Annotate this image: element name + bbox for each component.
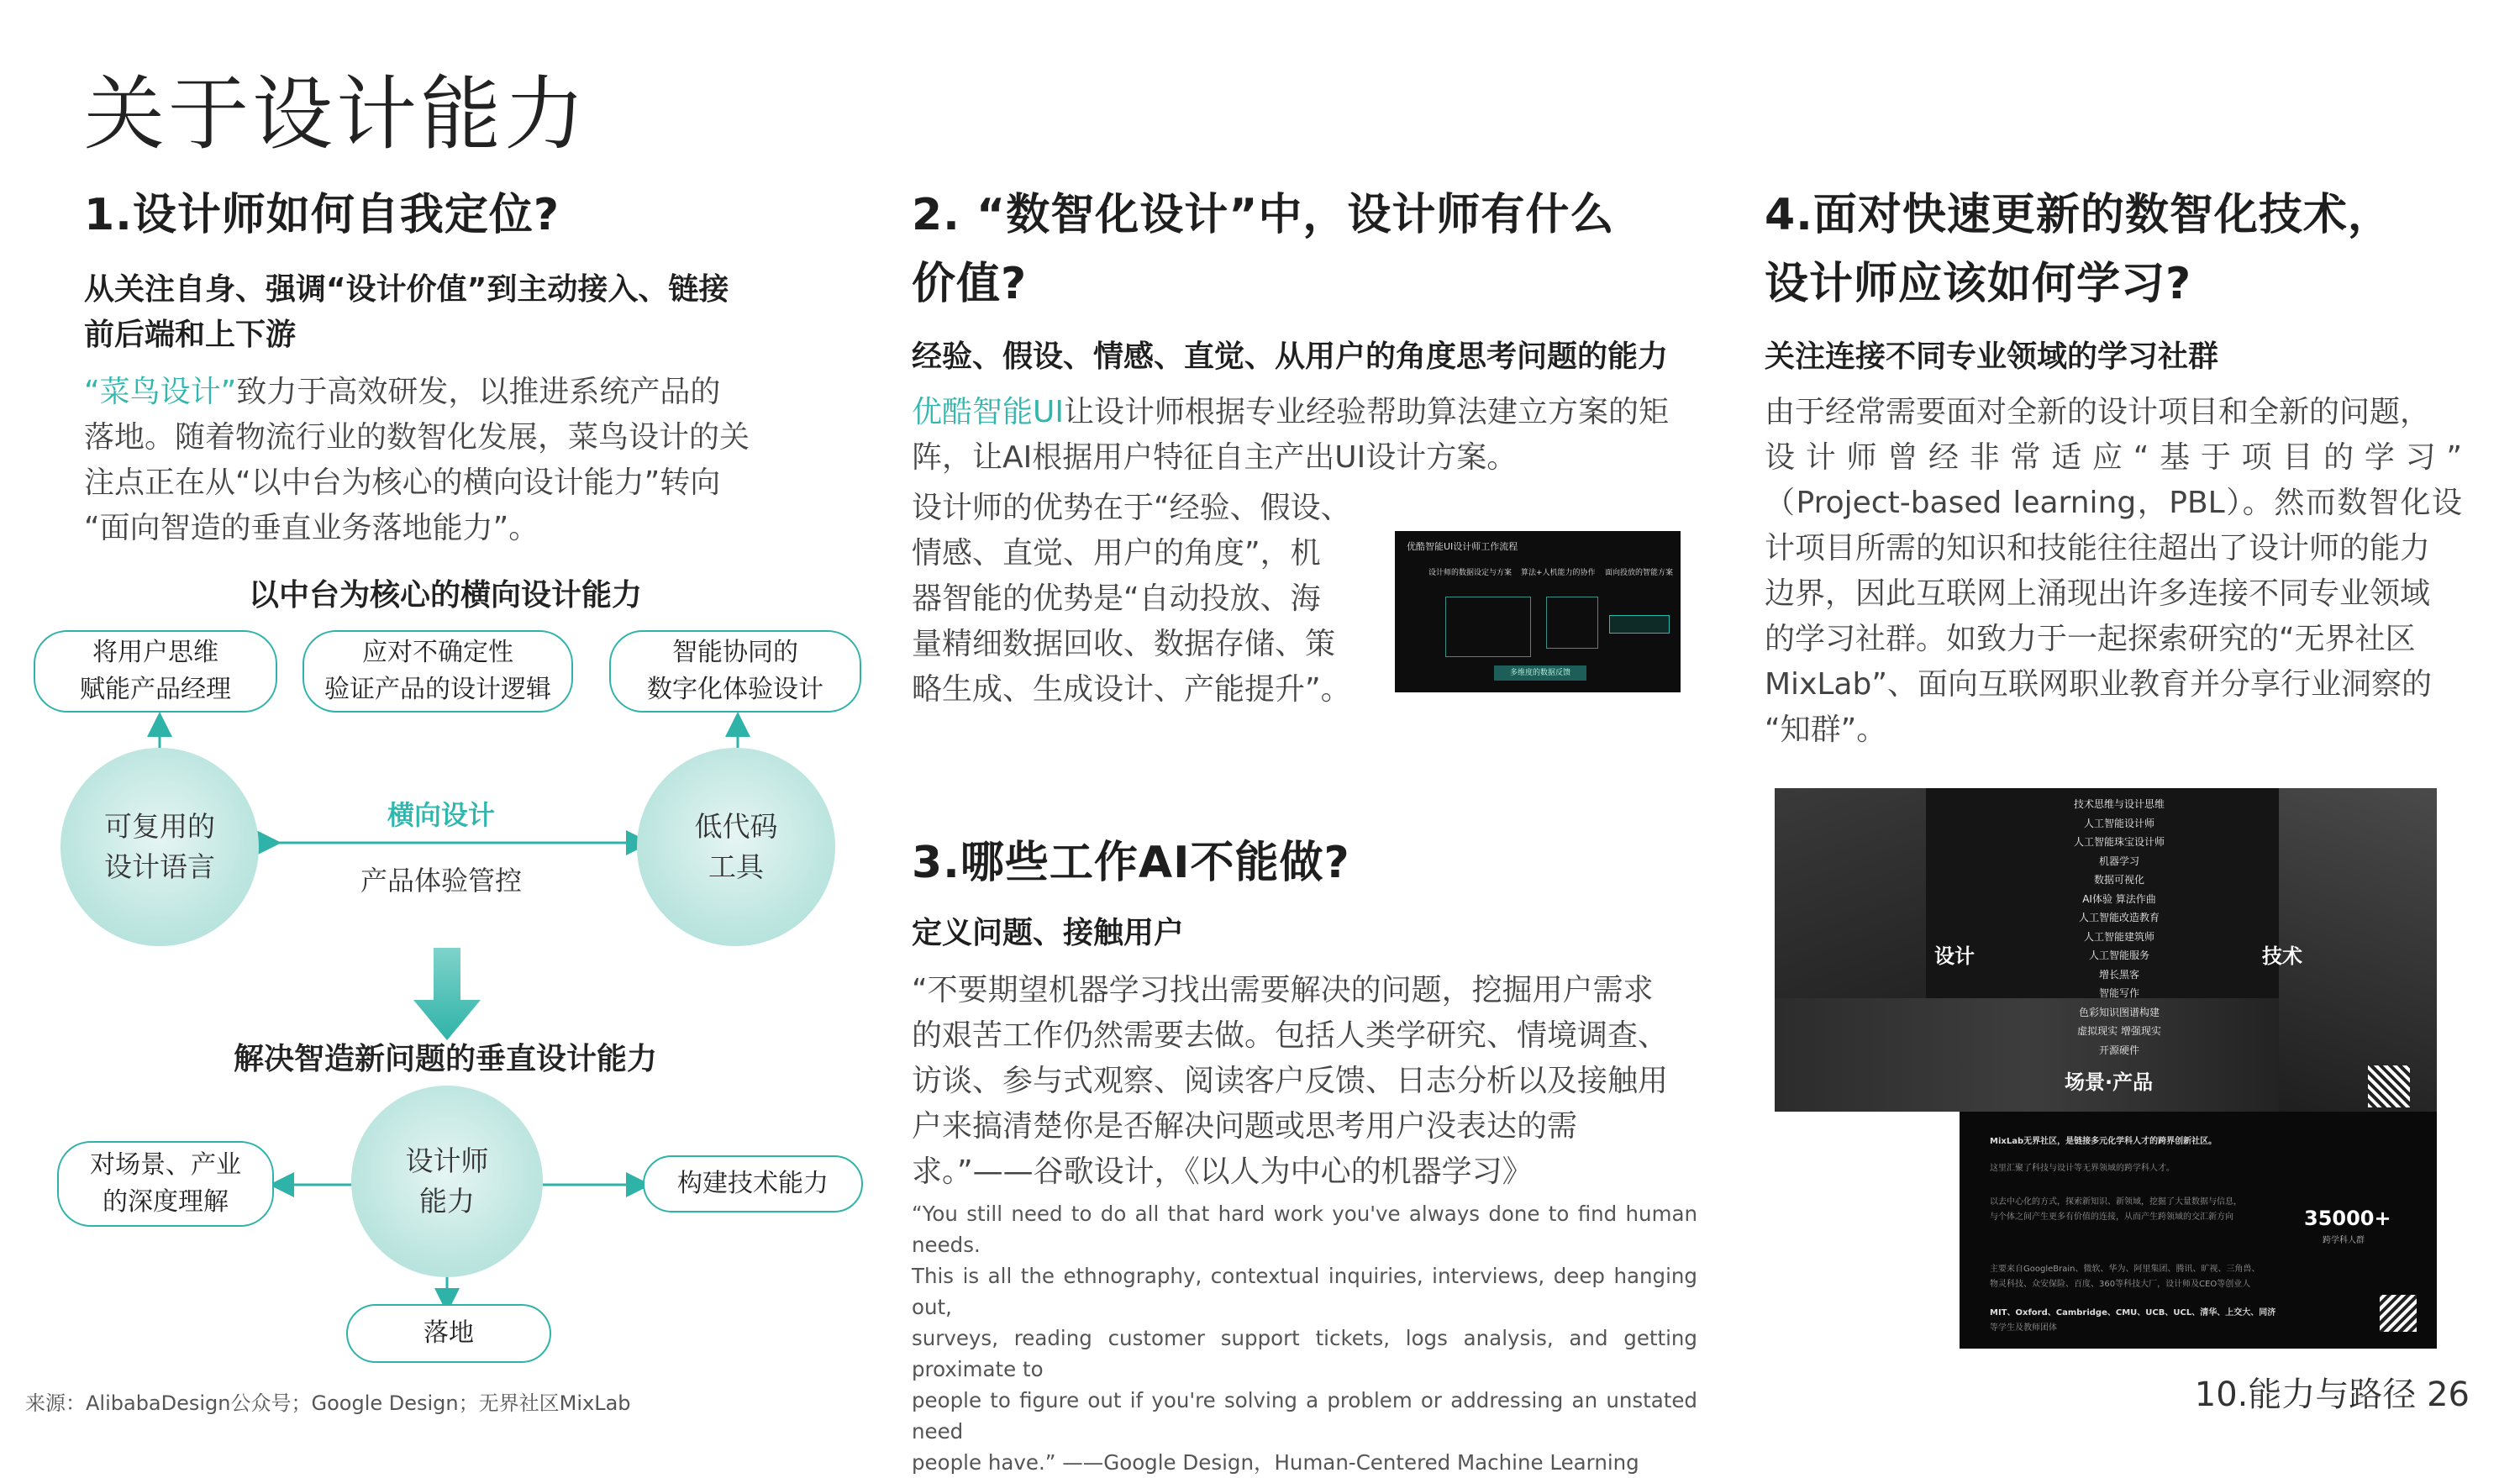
- pill-landing: 落地: [346, 1304, 551, 1363]
- mixlab-info-card: [1960, 1112, 2437, 1349]
- pill-deep-understanding: 对场景、产业 的深度理解: [57, 1141, 274, 1227]
- card-line8: 等学生及教师团体: [1990, 1323, 2057, 1333]
- pill-smart-collab: 智能协同的 数字化体验设计: [609, 630, 861, 713]
- col1-heading: 1.设计师如何自我定位?: [84, 190, 560, 240]
- card-title: MixLab无界社区，是链接多元化学科人才的跨界创新社区。: [1990, 1137, 2217, 1146]
- card-members-label: 跨学科人群: [2323, 1236, 2365, 1245]
- col2-heading: 2. “数智化设计”中，设计师有什么 价值?: [912, 190, 1615, 309]
- col3-heading: 4.面对快速更新的数智化技术， 设计师应该如何学习?: [1765, 190, 2392, 309]
- card-line3: 以去中心化的方式，探索新知识、新领域，挖掘了大量数据与信息，: [1990, 1197, 2242, 1207]
- footer-source: 来源：AlibabaDesign公众号；Google Design；无界社区MixLab: [25, 1391, 631, 1415]
- card-line4: 与个体之间产生更多有价值的连接，从而产生跨领域的交汇新方向: [1990, 1212, 2233, 1222]
- card-line2: 这里汇聚了科技与设计等无界领域的跨学科人才。: [1990, 1164, 2175, 1173]
- mixlab-label-scene: 场景·产品: [2065, 1070, 2154, 1094]
- qr-code-icon-2: [2380, 1295, 2417, 1332]
- pill-user-thinking: 将用户思维 赋能产品经理: [34, 630, 277, 713]
- mixlab-label-tech: 技术: [2262, 944, 2302, 968]
- col3-subheading: 关注连接不同专业领域的学习社群: [1765, 339, 2219, 374]
- thumb-col1: 设计师的数据设定与方案: [1428, 569, 1513, 577]
- cainiao-link[interactable]: “菜鸟设计”: [84, 375, 237, 409]
- col3-paragraph: 由于经常需要面对全新的设计项目和全新的问题， 设计师曾经非常适应“基于项目的学习” （Project-based learning，PBL）。然而数智化设 计项目所需的知识和技能往往超出了设计师的能力 边界，因此互联网上涌现出许多连接不同专业领域 的学习社群。如致力于一起探索研究的“无界社区 MixLab”、面向互联网职业教育并分享行业洞察的 “知群”。: [1765, 395, 2462, 747]
- col2-paragraph1: 优酷智能UI让设计师根据专业经验帮助算法建立方案的矩 阵，让AI根据用户特征自主产出UI设计方案。: [912, 395, 1669, 475]
- thumb-col3: 面向投放的智能方案: [1605, 569, 1674, 577]
- card-line5: 主要来自GoogleBrain、微软、华为、阿里集团、腾讯、旷视、三角兽、: [1990, 1265, 2260, 1274]
- pill-build-tech: 构建技术能力: [643, 1155, 863, 1212]
- thumb-header: 优酷智能UI设计师工作流程: [1407, 541, 1518, 552]
- diagram-bottom-title: 解决智造新问题的垂直设计能力: [233, 1042, 657, 1076]
- diagram-top-title: 以中台为核心的横向设计能力: [248, 578, 642, 613]
- mixlab-label-design: 设计: [1934, 944, 1975, 968]
- youku-link[interactable]: 优酷智能UI: [912, 395, 1064, 429]
- card-line7: MIT、Oxford、Cambridge、CMU、UCB、UCL、清华、上交大、同济: [1990, 1308, 2276, 1318]
- mixlab-collage: [1775, 788, 2437, 1112]
- circle-low-code-tools: 低代码 工具: [637, 748, 835, 946]
- footer-page-number: 10.能力与路径 26: [2194, 1375, 2470, 1414]
- col2-subheading: 经验、假设、情感、直觉、从用户的角度思考问题的能力: [912, 339, 1669, 374]
- col1-subheading: 从关注自身、强调“设计价值”到主动接入、链接 前后端和上下游: [84, 272, 729, 352]
- horizontal-design-label: 横向设计: [387, 799, 495, 831]
- qr-code-icon: [2368, 1065, 2410, 1107]
- thumb-box-left: [1445, 597, 1531, 657]
- big-down-arrow: [413, 948, 481, 1040]
- google-quote-en: “You still need to do all that hard work you've always done to find human needs. This is all the ethnography, contextual inquiries, interviews, deep hanging out, surveys, reading customer support tickets, logs analysis, and getting proximate to people to figure out if you're solving a problem or addressing an unstated need people have.” ——Google Design，Human-Centered Machine Learning: [912, 1202, 1697, 1475]
- card-members-count: 35000+: [2304, 1207, 2391, 1230]
- google-quote-cn: “不要期望机器学习找出需要解决的问题，挖掘用户需求 的艰苦工作仍然需要去做。包括人类学研究、情境调查、 访谈、参与式观察、阅读客户反馈、日志分析以及接触用 户来搞清楚你是否解决问题或思考用户没表达的需 求。”——谷歌设计，《以人为中心的机器学习》: [912, 973, 1669, 1189]
- thumb-feedback-bar: 多维度的数据反馈: [1494, 665, 1586, 681]
- youku-workflow-image: [1395, 531, 1681, 692]
- mixlab-topics: 技术思维与设计思维 人工智能设计师 人工智能珠宝设计师 机器学习 数据可视化 AI体验 算法作曲 人工智能改造教育 人工智能建筑师 人工智能服务 增长黑客 智能写作 色彩知识图谱构建 虚拟现实 增强现实 开源硬件: [2073, 798, 2165, 1056]
- pill-uncertainty: 应对不确定性 验证产品的设计逻辑: [303, 630, 573, 713]
- circle-designer-capability: 设计师 能力: [351, 1086, 543, 1277]
- circle-reusable-design-language: 可复用的 设计语言: [61, 748, 259, 946]
- col2-heading3: 3.哪些工作AI不能做?: [912, 838, 1350, 888]
- thumb-box-right: [1609, 615, 1670, 634]
- thumb-col2: 算法+人机能力的协作: [1521, 569, 1596, 577]
- col2-paragraph2: 设计师的优势在于“经验、假设、 情感、直觉、用户的角度”，机 器智能的优势是“自动投放、海 量精细数据回收、数据存储、策 略生成、生成设计、产能提升”。: [912, 491, 1351, 707]
- product-experience-label: 产品体验管控: [360, 865, 522, 897]
- page-title: 关于设计能力: [84, 67, 588, 161]
- col2-subheading3: 定义问题、接触用户: [912, 916, 1185, 950]
- thumb-box-mid: [1546, 597, 1598, 649]
- card-line6: 物灵科技、众安保险、百度、360等科技大厂，设计师及CEO等创业人: [1990, 1280, 2251, 1289]
- col1-paragraph: “菜鸟设计”致力于高效研发，以推进系统产品的 落地。随着物流行业的数智化发展，菜鸟设计的关 注点正在从“以中台为核心的横向设计能力”转向 “面向智造的垂直业务落地能力”。: [84, 375, 750, 545]
